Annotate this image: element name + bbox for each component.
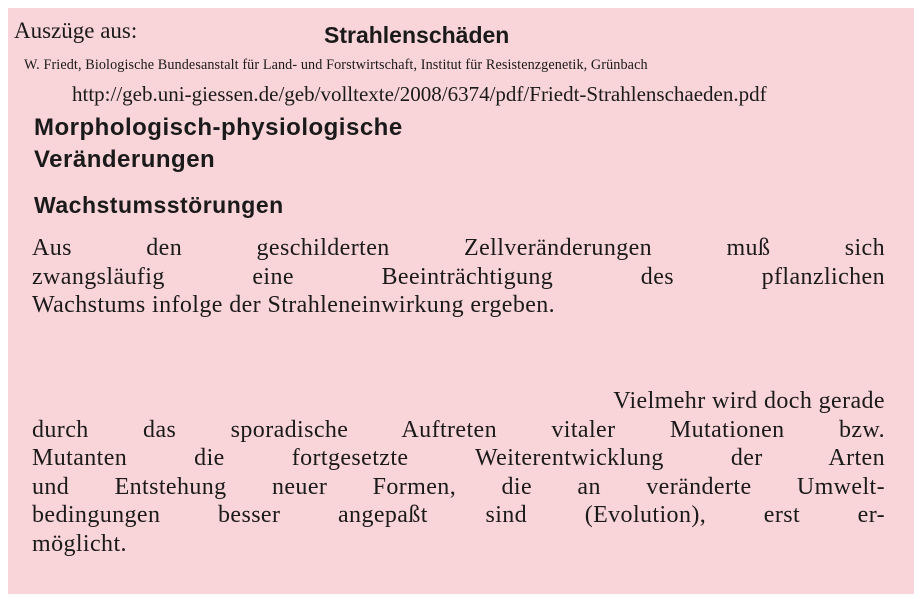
document-title: Strahlenschäden [324,22,510,48]
author-line: W. Friedt, Biologische Bundesanstalt für Land- und Forstwirtschaft, Institut für Resistenzgenetik, Grünbach [24,57,648,73]
paragraph-growth-disorders [32,234,885,320]
source-url: http://geb.uni-giessen.de/geb/volltexte/2008/6374/pdf/Friedt-Strahlenschaeden.pdf [72,82,767,106]
paragraph-line: möglicht. [32,530,127,557]
section-heading-line-2: Veränderungen [34,146,216,173]
intro-label: Auszüge aus: [14,18,138,43]
paragraph-line: durch das sporadische Auftreten vitaler Mutationen bzw. [32,416,885,443]
paragraph-line: bedingungen besser angepaßt sind (Evolution), erst er- [32,502,885,528]
section-heading-line-1: Morphologisch-physiologische [34,114,403,141]
paragraph-line: Aus den geschilderten Zellveränderungen muß sich [32,235,885,261]
paragraph-line: Mutanten die fortgesetzte Weiterentwicklung der Arten [32,445,885,471]
paragraph-line: Vielmehr wird doch gerade [613,388,885,414]
document-page [8,8,914,594]
paragraph-evolution [32,387,885,558]
paragraph-line: Wachstums infolge der Strahleneinwirkung ergeben. [32,292,556,318]
subsection-heading: Wachstumsstörungen [34,192,284,218]
paragraph-line: und Entstehung neuer Formen, die an veränderte Umwelt- [32,473,885,500]
paragraph-line: zwangsläufig eine Beeinträchtigung des pflanzlichen [32,263,885,290]
